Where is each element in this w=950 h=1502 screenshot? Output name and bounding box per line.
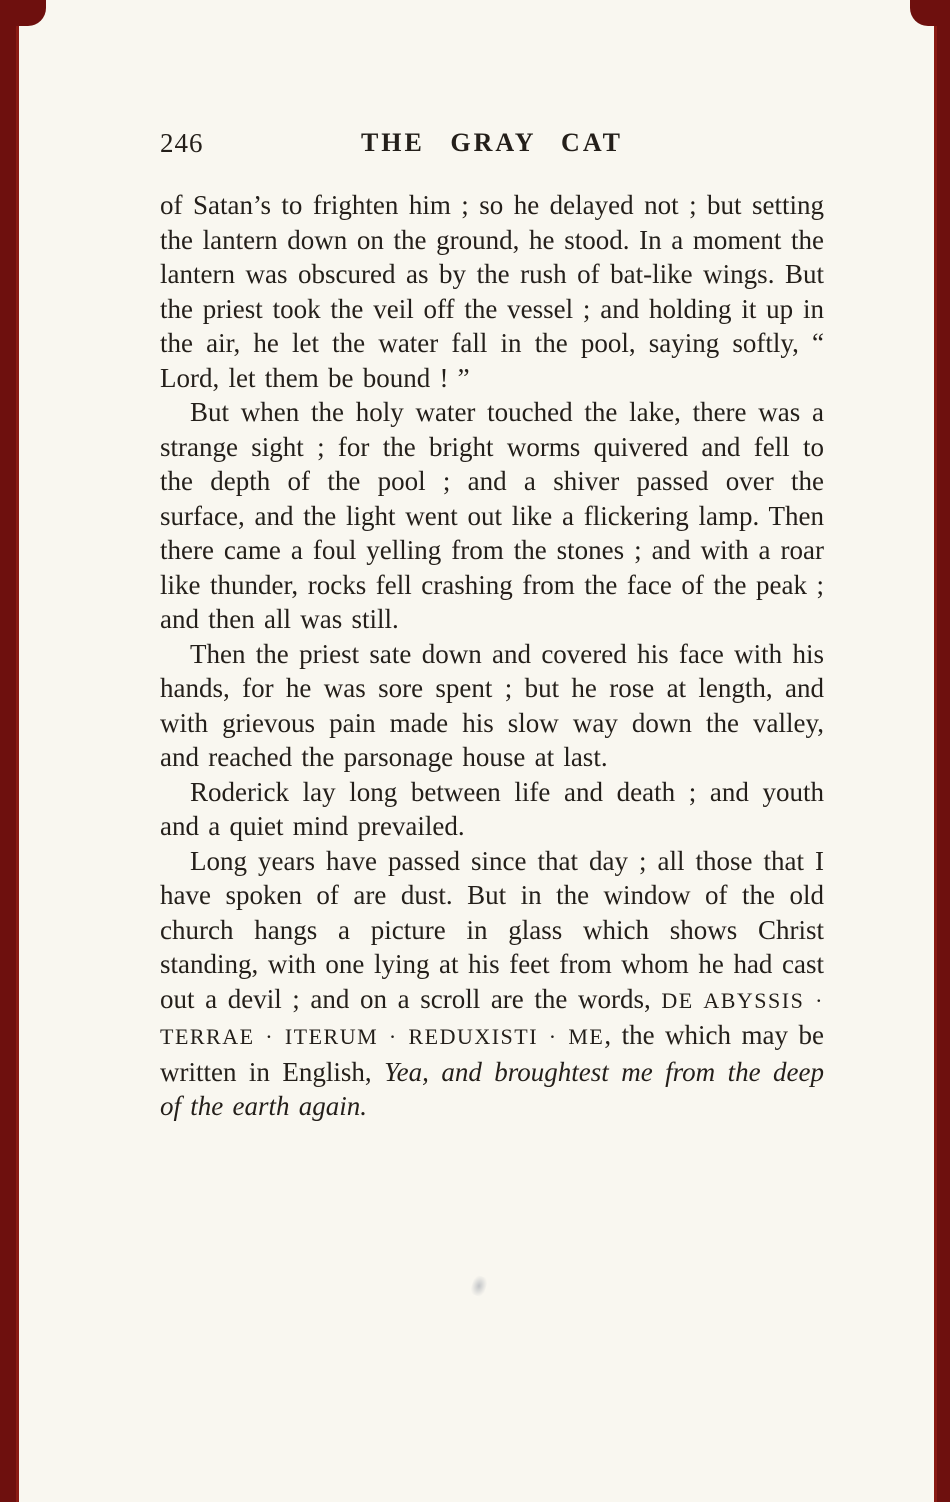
page-content	[160, 128, 824, 1124]
scan-smudge-artifact	[469, 1274, 488, 1297]
translated-inscription: Yea, and broughtest me from the deep of the earth again.	[160, 1056, 825, 1121]
paragraph: But when the holy water touched the lake, there was a strange sight ; for the bright worms quivered and fell to the depth of the pool ; and a shiver passed over the surface, and the light went out like a flickering lamp. Then there came a foul yelling from the stones ; and with a roar like thunder, rocks fell crashing from the face of the peak ; and then all was still.	[160, 397, 824, 634]
scan-corner-artifact-right	[910, 0, 950, 26]
paragraph-final	[160, 844, 824, 1124]
final-paragraph-lead: Long years have passed since that day ; all those that I have spoken of are dust. But in the window of the old church hangs a picture in glass which shows Christ standing, with one lying at his feet from whom he had cast out a devil ; and on a scroll are the words,	[160, 845, 824, 1014]
running-head	[160, 128, 824, 170]
paragraph-continuation: of Satan’s to frighten him ; so he delayed not ; but setting the lantern down on the ground, he stood. In a moment the lantern was obscured as by the rush of bat-like wings. But the priest took the veil off the vessel ; and holding it up in the air, he let the water fall in the pool, saying softly, “ Lord, let them be bound ! ”	[160, 190, 824, 393]
book-binding-edge-left	[0, 0, 19, 1502]
latin-inscription: DE ABYSSIS · TERRAE · ITERUM · REDUXISTI · ME	[160, 987, 825, 1049]
book-binding-edge-right	[934, 0, 950, 1502]
page-number: 246	[160, 128, 204, 158]
paragraph: Roderick lay long between life and death ; and youth and a quiet mind prevailed.	[160, 776, 824, 841]
scan-corner-artifact-left	[0, 0, 46, 26]
paragraph: Then the priest sate down and covered his face with his hands, for he was sore spent ; but he rose at length, and with grievous pain made his slow way down the valley, and reached the parsonage house at last.	[160, 638, 824, 772]
final-paragraph-middle: , the which may be written in English,	[160, 1020, 824, 1087]
page-title: THE GRAY CAT	[360, 128, 624, 157]
